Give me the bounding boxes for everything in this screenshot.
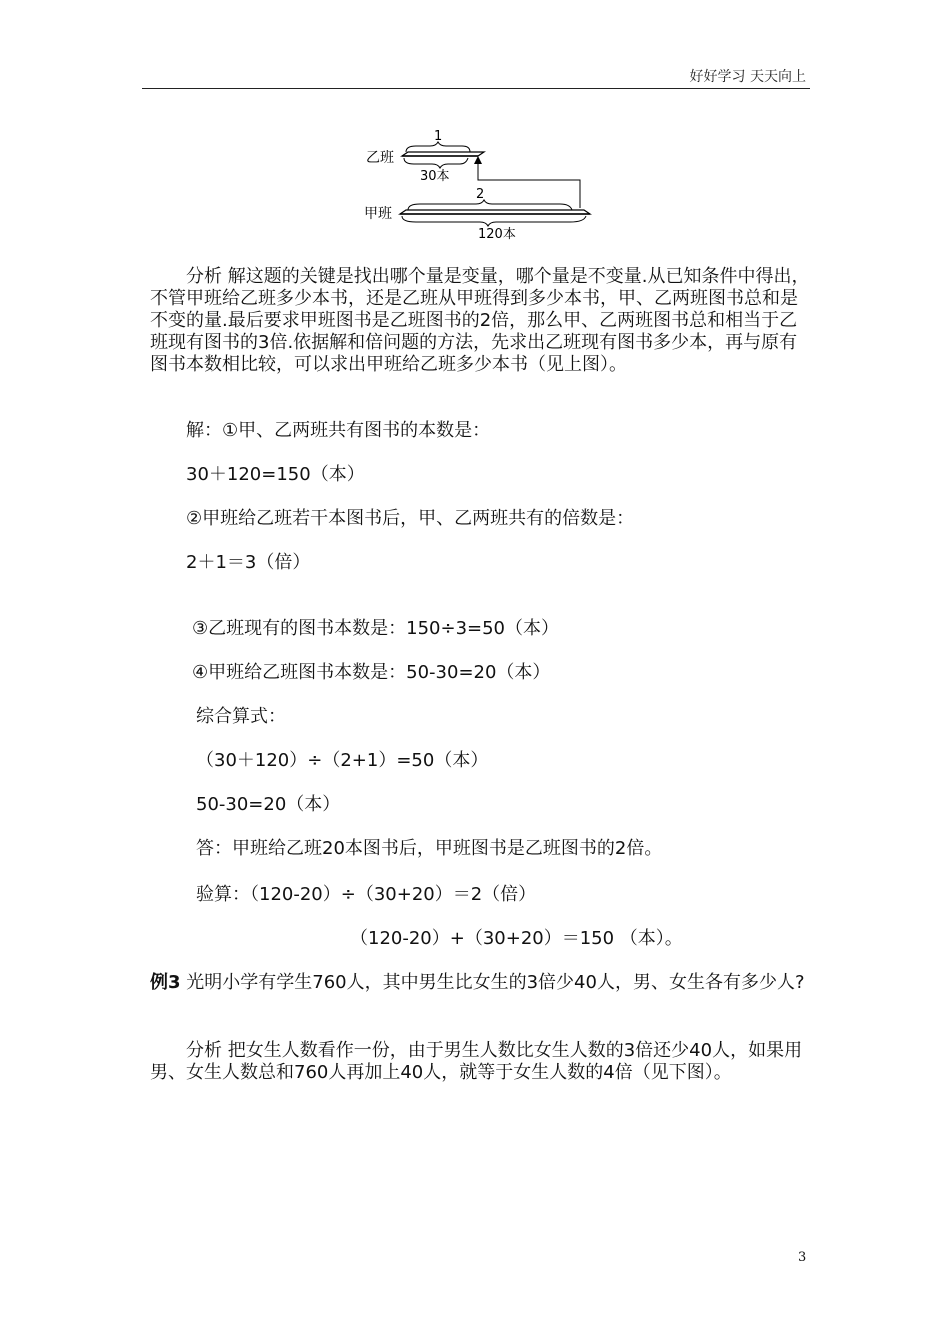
combined-formula-1: （30＋120）÷（2+1）=50（本） <box>196 750 489 771</box>
arrow-head <box>474 156 482 164</box>
jia-top-brace <box>408 200 572 210</box>
diagram-label-2: 2 <box>476 187 485 202</box>
answer-line: 答：甲班给乙班20本图书后，甲班图书是乙班图书的2倍。 <box>196 838 663 859</box>
line-segment-diagram <box>360 122 600 250</box>
example-3-analysis <box>150 1040 810 1084</box>
solution-calc-2: 2＋1＝3（倍） <box>186 552 311 573</box>
page-header <box>142 60 810 89</box>
jia-value-label: 120本 <box>478 227 516 242</box>
header-text: 好好学习 天天向上 <box>689 69 806 85</box>
solution-step-3: ③乙班现有的图书本数是：150÷3=50（本） <box>192 618 560 639</box>
check-line-2: （120-20）+（30+20）＝150 （本）。 <box>350 928 683 949</box>
solution-calc-1: 30＋120=150（本） <box>186 464 365 485</box>
yi-brace <box>404 158 468 168</box>
jia-brace <box>402 216 586 226</box>
combined-formula-label: 综合算式： <box>196 706 286 727</box>
example-3-label: 例3 <box>150 972 181 993</box>
page-number: 3 <box>798 1250 807 1265</box>
solution-step-2: ②甲班给乙班若干本图书后，甲、乙两班共有的倍数是： <box>186 508 635 529</box>
solution-step-4: ④甲班给乙班图书本数是：50-30=20（本） <box>192 662 551 683</box>
example-3-question <box>150 972 810 994</box>
diagram-label-1: 1 <box>434 129 443 144</box>
yi-class-label: 乙班 <box>366 150 394 166</box>
yi-value-label: 30本 <box>420 169 450 184</box>
transfer-arrow <box>478 160 580 208</box>
check-line-1: 验算：（120-20）÷（30+20）＝2（倍） <box>196 884 537 905</box>
combined-formula-2: 50-30=20（本） <box>196 794 341 815</box>
analysis-paragraph <box>150 266 810 376</box>
jia-class-label: 甲班 <box>364 206 392 222</box>
example-3-analysis-text: 分析 把女生人数看作一份，由于男生人数比女生人数的3倍还少40人，如果用男、女生人数总和760人再加上40人，就等于女生人数的4倍（见下图）。 <box>150 1040 803 1083</box>
solution-step-1: 解：①甲、乙两班共有图书的本数是： <box>186 420 491 441</box>
analysis-text: 分析 解这题的关键是找出哪个量是变量，哪个量是不变量.从已知条件中得出，不管甲班给乙班多少本书，还是乙班从甲班得到多少本书，甲、乙两班图书总和是不变的量.最后要求甲班图书是乙班图书的2倍，那么甲、乙两班图书总和相当于乙班现有图书的3倍.依据解和倍问题的方法，先求出乙班现有图书多少本，再与原有图书本数相比较，可以求出甲班给乙班多少本书（见上图）。 <box>150 266 810 375</box>
example-3-text: 光明小学有学生760人，其中男生比女生的3倍少40人，男、女生各有多少人? <box>180 972 805 993</box>
